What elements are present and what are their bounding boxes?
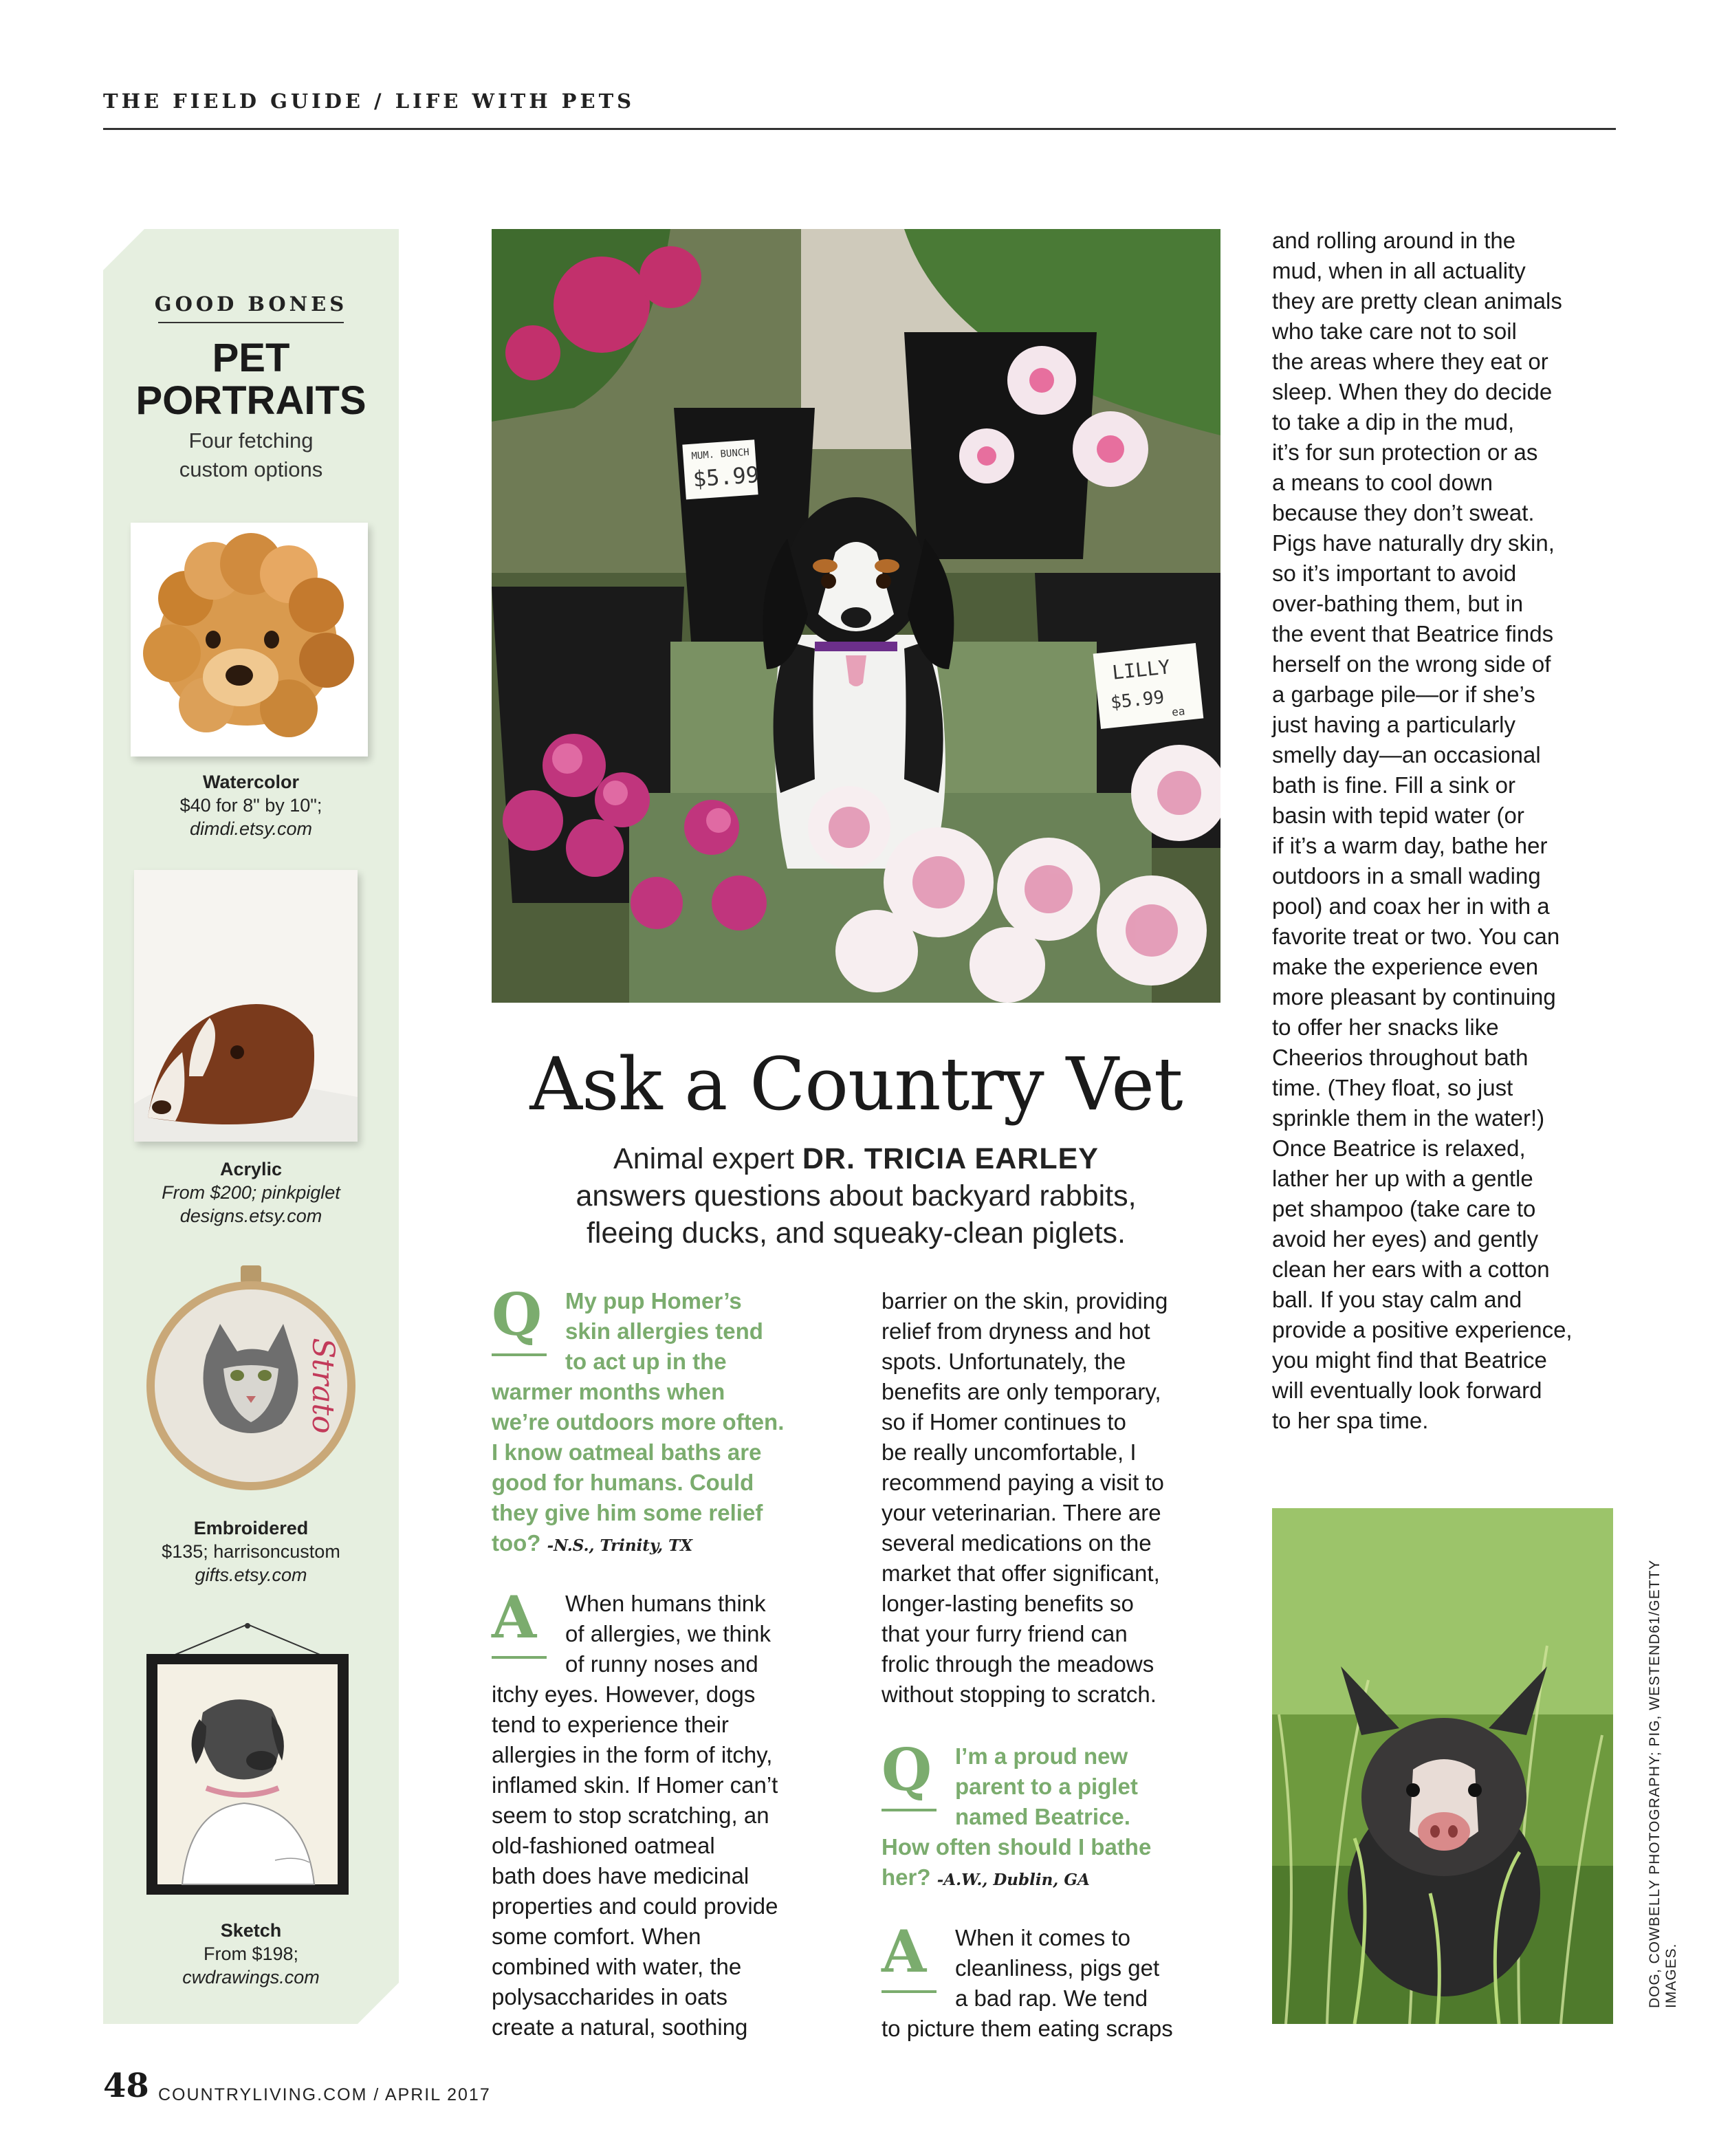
article-headline: Ask a Country Vet bbox=[529, 1042, 1183, 1126]
portrait-option-watercolor bbox=[103, 770, 399, 840]
sidebar-subtitle-line: custom options bbox=[179, 457, 323, 481]
option-url: gifts.etsy.com bbox=[195, 1565, 307, 1585]
embroidery-word: Strato bbox=[305, 1338, 340, 1434]
price-sign-price: $5.99 bbox=[1109, 687, 1165, 714]
sketch-portrait bbox=[141, 1623, 354, 1898]
question-1: warmer months when we’re outdoors more often. I know oatmeal baths are good for humans. Could they give him some relief too? -N.S., Trinity, TX bbox=[492, 1379, 785, 1556]
question-2-signature: -A.W., Dublin, GA bbox=[937, 1871, 1090, 1889]
header-rule bbox=[103, 128, 1616, 130]
question-2: How often should I bathe her? -A.W., Dublin, GA bbox=[882, 1834, 1152, 1890]
question-1-signature: -N.S., Trinity, TX bbox=[547, 1536, 693, 1555]
option-url: dimdi.etsy.com bbox=[189, 818, 313, 839]
option-price: From $198; bbox=[203, 1943, 299, 1964]
footer-folio: COUNTRYLIVING.COM / APRIL 2017 bbox=[158, 2085, 491, 2104]
article-column-3: and rolling around in the mud, when in all actuality they are pretty clean animals who take care not to soil the areas where they eat or sleep. When they do decide to take a dip in the mud, it’s for sun protection or as a means to cool down because they don’t sweat. Pigs have naturally dry skin, so it’s important to avoid over-bathing them, but in the event that Beatrice finds herself on the wrong side of a garbage pile—or if she’s just having a particularly smelly day—an occasional bath is fine. Fill a sink or basin with tepid water (or if it’s a warm day, bathe her outdoors in a small wading pool) and coax her in with a favorite treat or two. You can make the experience even more pleasant by continuing to offer her snacks like Cheerios throughout bath time. (They float, so just sprinkle them in the water!) Once Beatrice is relaxed, lather her up with a gentle pet shampoo (take care to avoid her eyes) and gently clean her ears with a cotton ball. If you stay calm and provide a positive experience, you might find that Beatrice will eventually look forward to her spa time. bbox=[1272, 228, 1573, 1433]
option-url: designs.etsy.com bbox=[179, 1206, 322, 1226]
answer-1-continued: barrier on the skin, providing relief from dryness and hot spots. Unfortunately, the benefits are only temporary, so if Homer continues to be really uncomfortable, I recommend paying a visit to your veterinarian. There are several medications on the market that offer significant, longer-lasting benefits so that your furry friend can frolic through the meadows without stopping to scratch. bbox=[882, 1288, 1168, 1707]
piglet-photo bbox=[1272, 1508, 1613, 2024]
answer-2: to picture them eating scraps bbox=[882, 2016, 1173, 2041]
watercolor-portrait bbox=[131, 523, 368, 756]
deck-intro: Animal expert bbox=[613, 1142, 794, 1175]
sidebar-subtitle bbox=[103, 426, 399, 484]
deck-line: fleeing ducks, and squeaky-clean piglets. bbox=[586, 1217, 1126, 1250]
page-number: 48 bbox=[103, 2067, 149, 2105]
a-letter-rule bbox=[882, 1990, 937, 1993]
sidebar-kicker-rule bbox=[158, 322, 344, 323]
answer-2-indented: When it comes to cleanliness, pigs get a bad rap. We tend bbox=[955, 1925, 1160, 2011]
sidebar-title-line: PORTRAITS bbox=[135, 378, 366, 423]
sidebar-kicker: GOOD BONES bbox=[154, 292, 348, 316]
option-name: Watercolor bbox=[202, 772, 300, 792]
price-sign-price: $5.99 bbox=[692, 461, 760, 492]
price-sign-unit: ea bbox=[1171, 704, 1186, 719]
q-drop-letter: Q bbox=[492, 1281, 543, 1349]
deck-expert-name: DR. TRICIA EARLEY bbox=[802, 1142, 1099, 1175]
question-1-indented: My pup Homer’s skin allergies tend to act up in the bbox=[565, 1288, 763, 1374]
sidebar-title bbox=[103, 337, 399, 422]
photo-credit: DOG, COWBELLY PHOTOGRAPHY; PIG, WESTEND61/GETTY IMAGES. bbox=[1647, 1559, 1679, 2008]
q-letter-rule bbox=[882, 1809, 937, 1811]
option-price: From $200; pinkpiglet bbox=[162, 1182, 340, 1203]
price-sign-label: LILLY bbox=[1110, 655, 1172, 684]
article-deck bbox=[492, 1140, 1220, 1252]
a-letter-rule bbox=[492, 1656, 547, 1659]
question-2-indented: I’m a proud new parent to a piglet named Beatrice. bbox=[955, 1743, 1138, 1829]
option-url: cwdrawings.com bbox=[182, 1967, 320, 1988]
dog-flowers-photo bbox=[492, 229, 1220, 1003]
a-drop-letter: A bbox=[492, 1583, 537, 1651]
option-name: Acrylic bbox=[219, 1159, 283, 1179]
answer-1: itchy eyes. However, dogs tend to experience their allergies in the form of itchy, inflamed skin. If Homer can’t seem to stop scratching, an old-fashioned oatmeal bath does have medicinal properties and could provide some comfort. When combined with water, the polysaccharides in oats create a natural, soothing bbox=[492, 1681, 778, 2040]
sidebar-subtitle-line: Four fetching bbox=[188, 428, 314, 453]
portrait-option-acrylic bbox=[103, 1157, 399, 1228]
q-drop-letter: Q bbox=[882, 1736, 932, 1804]
embroidered-portrait bbox=[138, 1265, 364, 1492]
price-sign-label: MUM. BUNCH bbox=[690, 446, 750, 462]
portrait-option-sketch bbox=[103, 1919, 399, 1989]
option-price: $135; harrisoncustom bbox=[162, 1541, 340, 1562]
answer-1-indented: When humans think of allergies, we think of runny noses and bbox=[565, 1591, 771, 1677]
option-name: Sketch bbox=[220, 1920, 282, 1941]
q-letter-rule bbox=[492, 1353, 547, 1356]
section-runner: THE FIELD GUIDE / LIFE WITH PETS bbox=[103, 89, 635, 113]
acrylic-portrait bbox=[134, 870, 358, 1142]
a-drop-letter: A bbox=[882, 1917, 927, 1985]
sidebar-title-line: PET bbox=[212, 336, 290, 380]
option-price: $40 for 8" by 10"; bbox=[179, 795, 322, 816]
deck-line: answers questions about backyard rabbits, bbox=[576, 1179, 1137, 1212]
option-name: Embroidered bbox=[193, 1518, 309, 1538]
portrait-option-embroidered bbox=[103, 1516, 399, 1587]
